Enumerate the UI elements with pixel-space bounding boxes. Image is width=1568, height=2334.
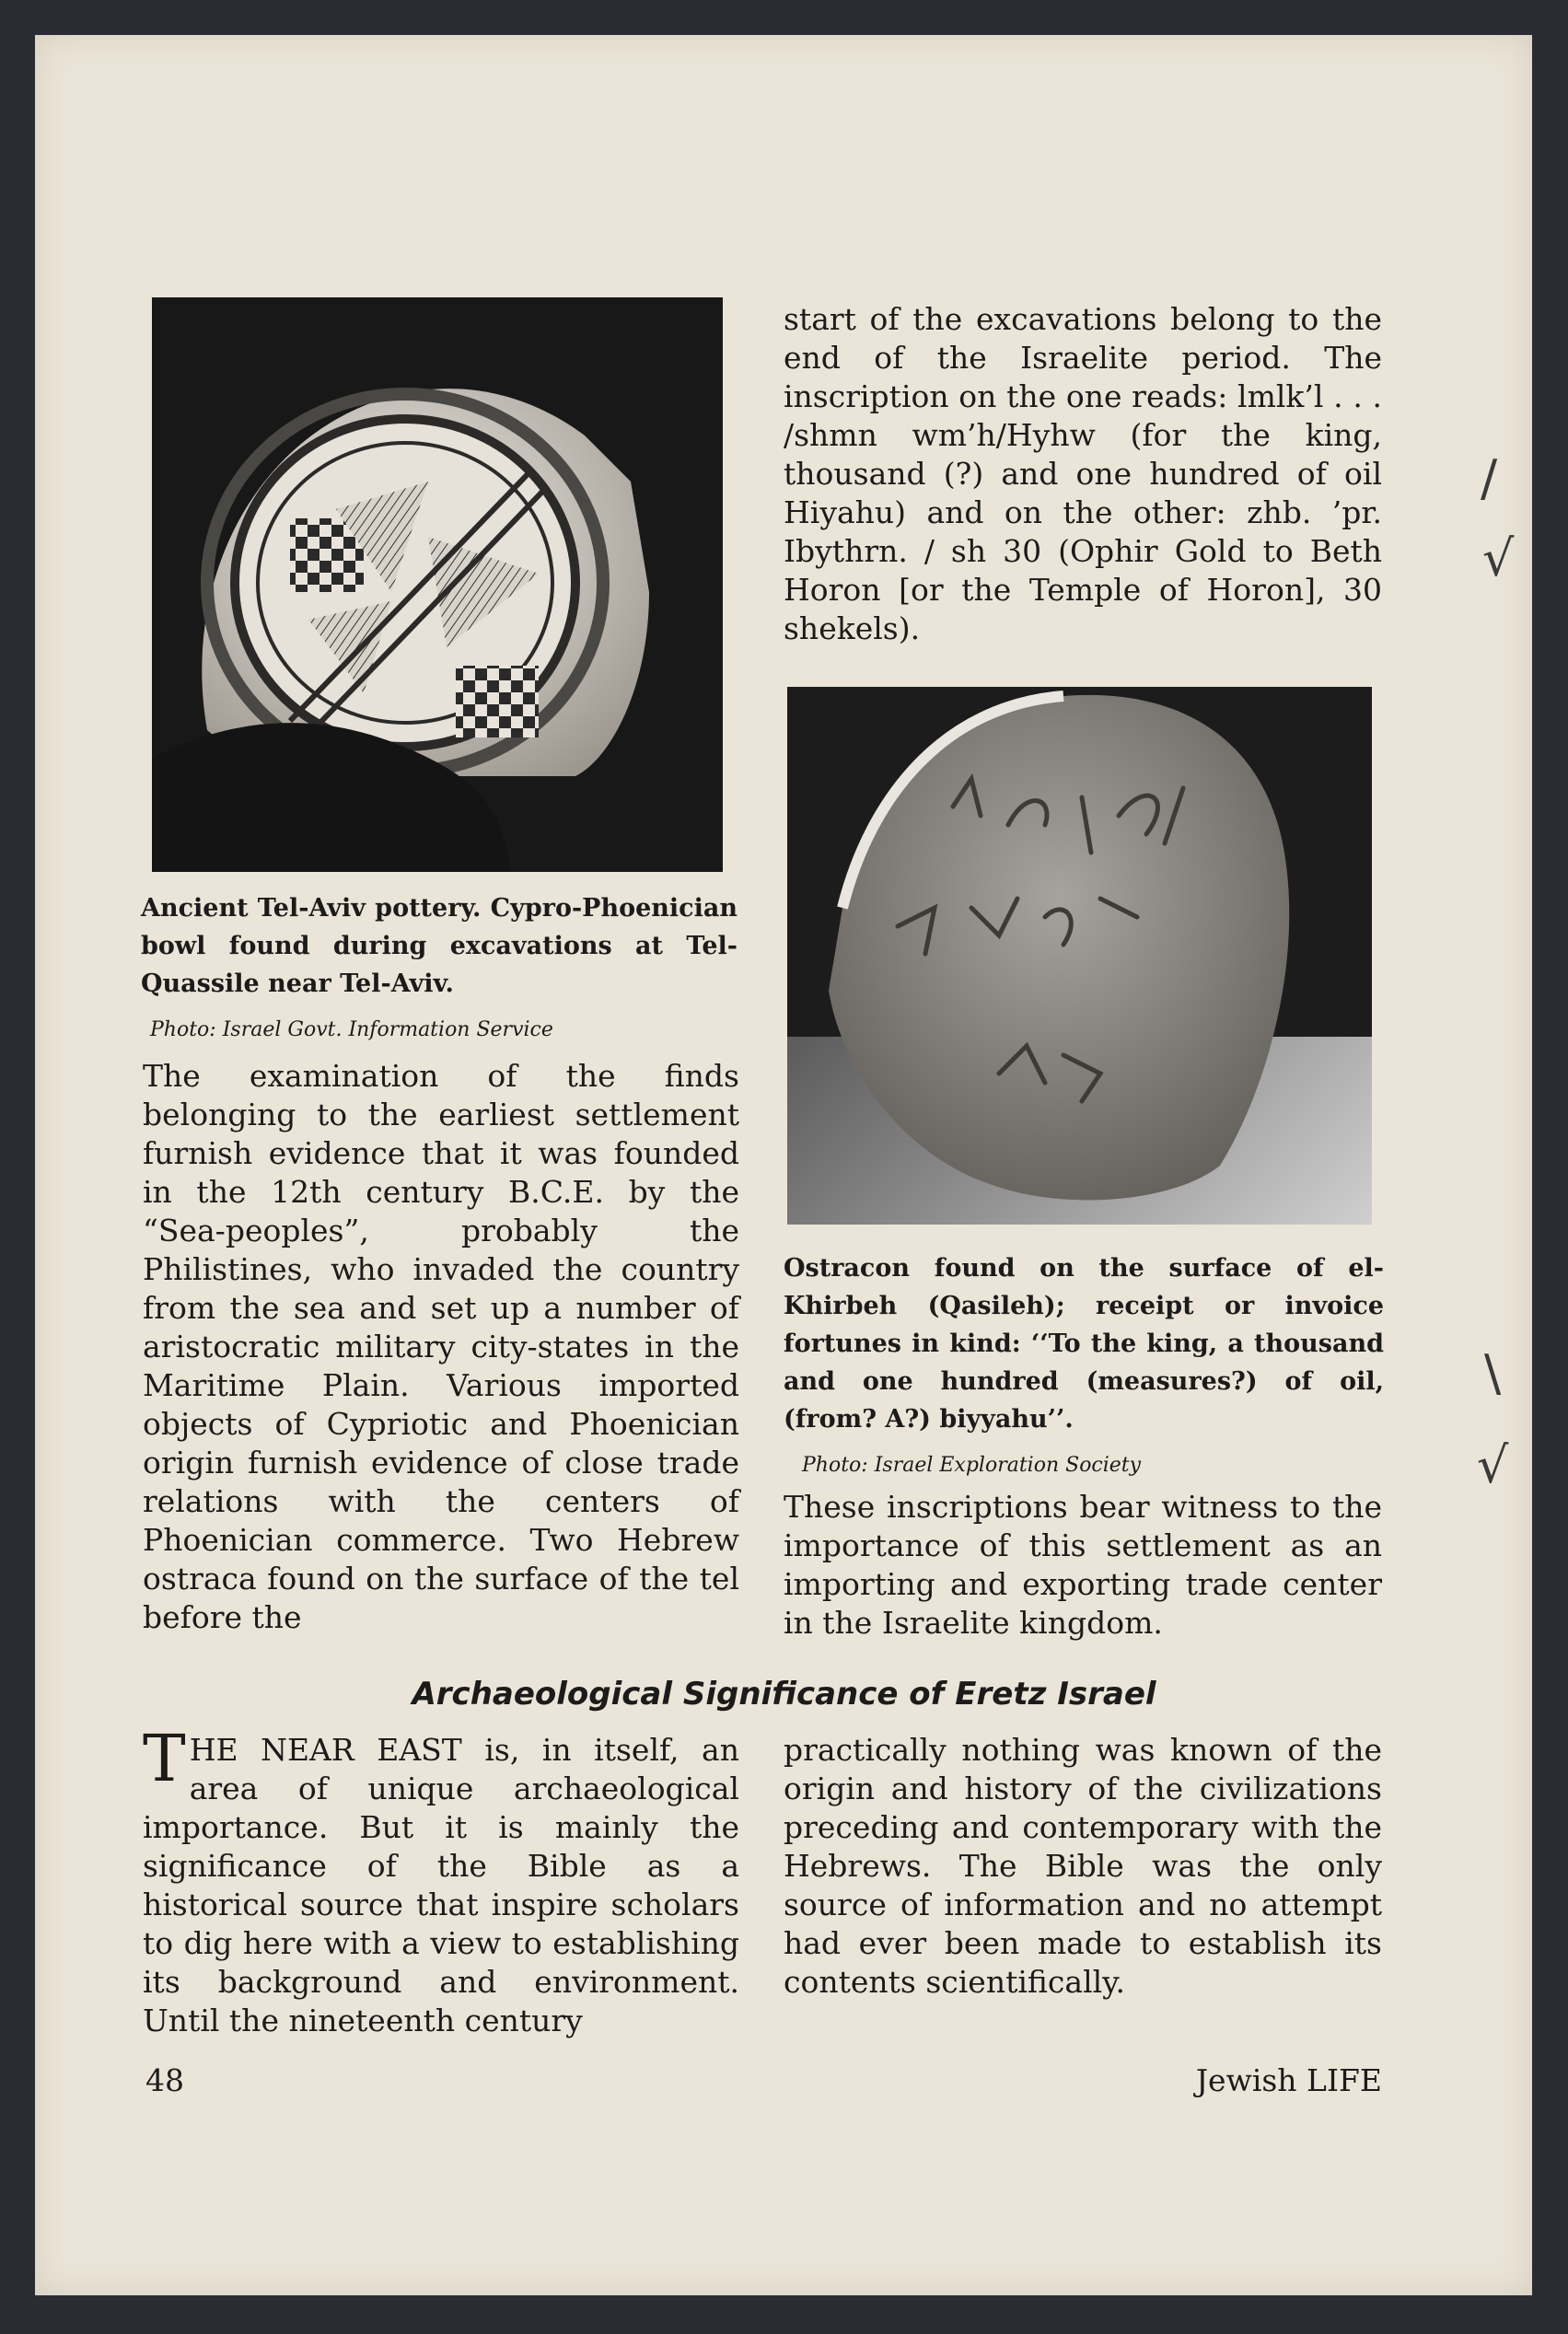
left-body-text	[143, 1057, 739, 1637]
ostracon-caption: Ostracon found on the surface of el-Khirbeh (Qasileh); receipt or invoice fortunes in kind: ‘‘To the king, a thousand and one hundred (measures?) of oil, (from? A?) biyyahu’’.	[784, 1254, 1384, 1434]
section-right-text	[784, 1731, 1382, 2002]
margin-pencil-mark: /	[1481, 449, 1498, 507]
pottery-caption: Ancient Tel-Aviv pottery. Cypro-Phoenician bowl found during excavations at Tel-Quassile near Tel-Aviv.	[141, 894, 738, 998]
ostracon-photo-credit: Photo: Israel Exploration Society	[802, 1454, 1142, 1477]
magazine-name: Jewish LIFE	[1195, 2062, 1382, 2098]
margin-pencil-mark: \	[1484, 1344, 1502, 1402]
right-top-paragraph: start of the excavations belong to the end of the Israelite period. The inscription on the one reads: lmlk’l . . . /shmn wm’h/Hyhw (for the king, thousand (?) and one hundred of oil Hiyahu) and on the other: zhb. ’pr. Ibythrn. / sh 30 (Ophir Gold to Beth Horon [or the Temple of Horon], 30 shekels).	[784, 301, 1382, 646]
section-heading: Archaeological Significance of Eretz Israel	[412, 1676, 1156, 1713]
pottery-bowl-photo	[152, 297, 723, 872]
section-left-paragraph: HE NEAR EAST is, in itself, an area of unique archaeological importance. But it is mainly the significance of the Bible as a historical source that inspire scholars to dig here with a view to establishing its background and environment. Until the nineteenth century	[143, 1732, 739, 2038]
page-number: 48	[145, 2062, 184, 2098]
section-right-paragraph: practically nothing was known of the origin and history of the civilizations preceding and contemporary with the Hebrews. The Bible was the only source of information and no attempt had ever been made to establish its contents scientifically.	[784, 1732, 1382, 2000]
left-body-paragraph: The examination of the finds belonging to the earliest settlement furnish evidence that it was founded in the 12th century B.C.E. by the “Sea-peoples”, probably the Philistines, who invaded the country from the sea and set up a number of aristocratic military city-states in the Maritime Plain. Various imported objects of Cypriotic and Phoenician origin furnish evidence of close trade relations with the centers of Phoenician commerce. Two Hebrew ostraca found on the surface of the tel before the	[143, 1058, 739, 1635]
section-left-text	[143, 1721, 739, 2040]
margin-pencil-mark: √	[1482, 529, 1515, 587]
margin-pencil-mark: √	[1477, 1436, 1509, 1494]
pottery-photo-credit: Photo: Israel Govt. Information Service	[150, 1018, 553, 1041]
right-mid-body-text	[784, 1488, 1382, 1643]
right-top-body-text	[784, 300, 1382, 648]
right-mid-paragraph: These inscriptions bear witness to the importance of this settlement as an importing and exporting trade center in the Israelite kingdom.	[784, 1489, 1382, 1641]
ostracon-photo	[787, 687, 1372, 1225]
drop-cap: T	[143, 1721, 186, 1796]
